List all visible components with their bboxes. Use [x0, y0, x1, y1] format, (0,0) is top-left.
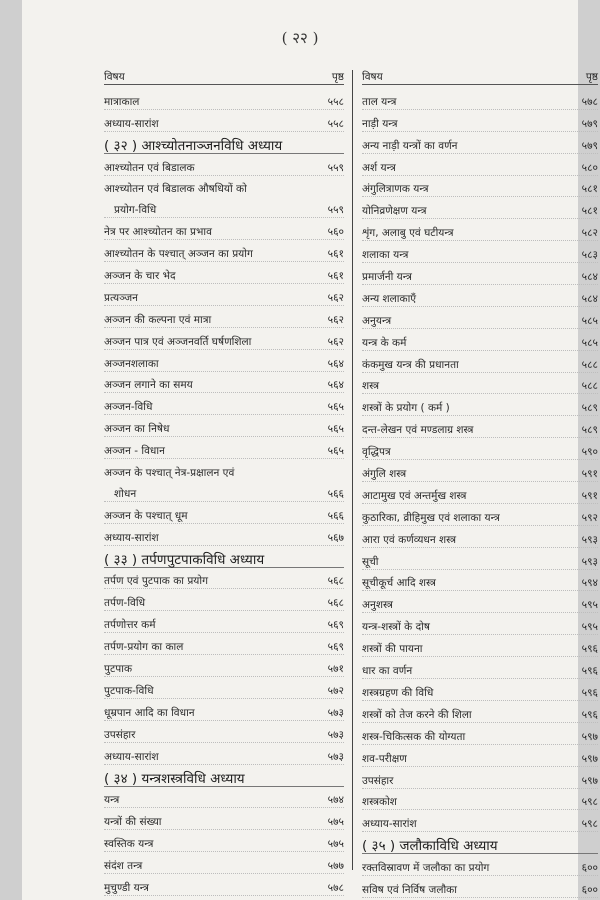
contents-entry	[104, 218, 344, 240]
entry-page-number: ५६९	[327, 619, 344, 632]
entry-title: शृंग, अलाबु एवं घटीयन्त्र	[362, 227, 454, 240]
chapter-title: ( ३२ ) आश्च्योतनाञ्जनविधि अध्याय	[104, 137, 283, 154]
contents-column-right	[362, 66, 598, 898]
contents-entry	[104, 176, 344, 197]
entry-title: कुठारिका, व्रीहिमुख एवं शलाका यन्त्र	[362, 511, 500, 524]
contents-entry	[104, 787, 344, 809]
contents-entry	[104, 240, 344, 262]
contents-entry	[362, 110, 598, 132]
entry-page-number: ५५८	[327, 117, 344, 130]
entry-page-number: ५७३	[327, 728, 344, 741]
entry-title: ताल यन्त्र	[362, 95, 397, 108]
entry-page-number: ५९०	[581, 446, 598, 459]
contents-entry	[362, 679, 598, 701]
entry-title: अञ्जन के पश्चात् धूम	[104, 509, 188, 522]
contents-entry	[362, 263, 598, 285]
entry-title: अञ्जन की कल्पना एवं मात्रा	[104, 313, 212, 326]
contents-entry	[362, 285, 598, 307]
entry-page-number: ५५८	[327, 95, 344, 108]
entry-title: अंगुलि शस्त्र	[362, 468, 407, 481]
entry-page-number: ५६४	[327, 379, 344, 392]
chapter-title: ( ३५ ) जलौकाविधि अध्याय	[362, 838, 498, 855]
entry-title: धार का वर्णन	[362, 665, 413, 678]
entry-page-number: ५८९	[581, 402, 598, 415]
entry-title: शस्त्रों की पायना	[362, 643, 423, 656]
entry-page-number: ५८१	[581, 205, 598, 218]
entry-title: अर्श यन्त्र	[362, 161, 396, 174]
contents-list-right	[362, 88, 598, 898]
contents-entry	[104, 88, 344, 110]
entry-title: अन्य शलाकाएँ	[362, 292, 417, 305]
contents-entry	[362, 307, 598, 329]
entry-page-number: ५८३	[581, 249, 598, 262]
entry-title: प्रत्यञ्जन	[104, 291, 138, 304]
entry-title: आटामुख एवं अन्तर्मुख शस्त्र	[362, 489, 467, 502]
entry-title: अंगुलित्राणक यन्त्र	[362, 183, 429, 196]
entry-page-number: ५६५	[327, 401, 344, 414]
entry-title: अञ्जनशलाका	[104, 357, 159, 370]
entry-page-number: ५९५	[581, 599, 598, 612]
entry-title: अञ्जन के पश्चात् नेत्र-प्रक्षालन एवं	[104, 467, 235, 480]
entry-title: उपसंहार	[362, 774, 394, 787]
entry-page-number: ५५९	[327, 161, 344, 174]
entry-title: शस्त्रकोश	[362, 796, 397, 809]
contents-entry	[362, 504, 598, 526]
contents-list-left	[104, 88, 344, 896]
entry-page-number: ५९७	[581, 774, 598, 787]
contents-entry	[104, 677, 344, 699]
contents-entry	[362, 438, 598, 460]
entry-title: अनुयन्त्र	[362, 314, 392, 327]
subject-header: विषय	[104, 71, 125, 83]
entry-title: पुटपाक	[104, 663, 133, 676]
entry-page-number: ५७२	[327, 684, 344, 697]
entry-title: प्रमार्जनी यन्त्र	[362, 271, 412, 284]
entry-title: अञ्जन का निषेध	[104, 423, 170, 436]
entry-page-number: ५९५	[581, 621, 598, 634]
contents-entry	[104, 154, 344, 176]
entry-page-number: ५९१	[581, 468, 598, 481]
entry-title: दन्त-लेखन एवं मण्डलाग्र शस्त्र	[362, 424, 474, 437]
entry-title: उपसंहार	[104, 728, 136, 741]
contents-entry	[362, 548, 598, 570]
entry-title: धूम्रपान आदि का विधान	[104, 706, 195, 719]
entry-page-number: ५९८	[581, 818, 598, 831]
contents-entry	[104, 110, 344, 132]
entry-page-number: ५८५	[581, 314, 598, 327]
entry-page-number: ५७४	[327, 794, 344, 807]
contents-entry	[362, 373, 598, 395]
entry-page-number: ५८४	[581, 271, 598, 284]
entry-page-number: ५९१	[581, 489, 598, 502]
contents-entry	[362, 460, 598, 482]
entry-page-number: ५६६	[327, 487, 344, 500]
entry-title: अञ्जन पात्र एवं अञ्जनवर्ति घर्षणशिला	[104, 335, 252, 348]
page-number: ( २२ )	[281, 29, 319, 47]
entry-page-number: ५९६	[581, 686, 598, 699]
entry-page-number: ५७९	[581, 139, 598, 152]
entry-title: स्वस्तिक यन्त्र	[104, 838, 154, 851]
contents-entry	[362, 351, 598, 373]
entry-page-number: ६००	[581, 883, 598, 896]
entry-page-number: ५६९	[327, 641, 344, 654]
entry-page-number: ५६७	[327, 531, 344, 544]
entry-page-number: ५६४	[327, 357, 344, 370]
column-header	[104, 66, 344, 85]
contents-entry	[104, 699, 344, 721]
contents-entry	[362, 197, 598, 219]
entry-title: नेत्र पर आश्च्योतन का प्रभाव	[104, 226, 212, 239]
contents-entry	[104, 393, 344, 415]
entry-title: यन्त्र के कर्म	[362, 336, 407, 349]
entry-page-number: ५५९	[327, 204, 344, 217]
entry-title: शस्त्र-चिकित्सक की योग्यता	[362, 730, 466, 743]
entry-title: शस्त्र	[362, 380, 380, 393]
entry-title: सविष एवं निर्विष जलौका	[362, 883, 457, 896]
entry-page-number: ५६८	[327, 575, 344, 588]
entry-page-number: ५९७	[581, 752, 598, 765]
contents-entry	[362, 241, 598, 263]
contents-entry	[104, 524, 344, 546]
entry-page-number: ५८८	[581, 358, 598, 371]
entry-title: अन्य नाड़ी यन्त्रों का वर्णन	[362, 139, 458, 152]
contents-entry	[104, 568, 344, 590]
contents-entry	[104, 721, 344, 743]
entry-title: तर्पण-विधि	[104, 597, 146, 610]
chapter-heading	[104, 132, 344, 154]
entry-page-number: ५८५	[581, 336, 598, 349]
entry-page-number: ५६१	[327, 248, 344, 261]
contents-entry	[104, 480, 344, 502]
contents-entry	[362, 635, 598, 657]
entry-page-number: ५७५	[327, 816, 344, 829]
contents-entry	[362, 570, 598, 592]
book-page	[22, 0, 598, 900]
contents-entry	[362, 789, 598, 811]
entry-title: प्रयोग-विधि	[114, 204, 157, 217]
page-header: पृष्ठ	[331, 71, 344, 83]
contents-entry	[362, 482, 598, 504]
contents-entry	[104, 655, 344, 677]
entry-page-number: ५७१	[327, 663, 344, 676]
entry-page-number: ५७५	[327, 838, 344, 851]
entry-title: आश्च्योतन के पश्चात् अञ्जन का प्रयोग	[104, 248, 253, 261]
contents-entry	[362, 394, 598, 416]
entry-title: अञ्जन-विधि	[104, 401, 153, 414]
contents-entry	[104, 415, 344, 437]
chapter-heading	[362, 832, 598, 854]
entry-page-number: ५७८	[581, 95, 598, 108]
entry-title: संदंश तन्त्र	[104, 860, 143, 873]
entry-page-number: ५६०	[327, 226, 344, 239]
entry-page-number: ५९७	[581, 730, 598, 743]
entry-page-number: ५९६	[581, 665, 598, 678]
contents-entry	[104, 262, 344, 284]
contents-entry	[362, 701, 598, 723]
contents-entry	[104, 830, 344, 852]
entry-title: तर्पणोत्तर कर्म	[104, 619, 156, 632]
entry-page-number: ५६८	[327, 597, 344, 610]
contents-entry	[362, 176, 598, 198]
entry-page-number: ५७३	[327, 706, 344, 719]
entry-title: अध्याय-सारांश	[362, 818, 417, 831]
contents-entry	[362, 329, 598, 351]
contents-column-left	[104, 66, 344, 896]
entry-title: शलाका यन्त्र	[362, 249, 409, 262]
entry-title: आश्च्योतन एवं बिडालक औषधियों को	[104, 183, 247, 196]
entry-title: नाड़ी यन्त्र	[362, 117, 398, 130]
contents-entry	[104, 350, 344, 372]
entry-page-number: ५६१	[327, 270, 344, 283]
entry-title: अञ्जन के चार भेद	[104, 270, 176, 283]
entry-page-number: ५७३	[327, 750, 344, 763]
entry-title: यन्त्र-शस्त्रों के दोष	[362, 621, 430, 634]
chapter-title: ( ३३ ) तर्पणपुटपाकविधि अध्याय	[104, 551, 265, 568]
page-header: पृष्ठ	[585, 71, 598, 83]
contents-entry	[362, 854, 598, 876]
contents-entry	[104, 808, 344, 830]
entry-page-number: ५८४	[581, 292, 598, 305]
entry-title: पुटपाक-विधि	[104, 684, 154, 697]
entry-page-number: ५९३	[581, 555, 598, 568]
contents-entry	[104, 852, 344, 874]
contents-entry	[362, 416, 598, 438]
entry-page-number: ५६२	[327, 291, 344, 304]
chapter-heading	[104, 546, 344, 568]
entry-page-number: ५६२	[327, 335, 344, 348]
entry-page-number: ५७७	[327, 860, 344, 873]
contents-entry	[362, 154, 598, 176]
contents-entry	[104, 633, 344, 655]
entry-page-number: ५७८	[327, 881, 344, 894]
contents-entry	[362, 613, 598, 635]
contents-entry	[104, 372, 344, 394]
entry-title: मात्राकाल	[104, 95, 140, 108]
chapter-title: ( ३४ ) यन्त्रशस्त्रविधि अध्याय	[104, 770, 245, 787]
entry-title: अञ्जन लगाने का समय	[104, 379, 193, 392]
contents-entry	[104, 589, 344, 611]
entry-title: अध्याय-सारांश	[104, 117, 159, 130]
entry-page-number: ५९६	[581, 708, 598, 721]
column-header	[362, 66, 598, 85]
entry-title: आश्च्योतन एवं बिडालक	[104, 161, 195, 174]
entry-page-number: ५८०	[581, 161, 598, 174]
entry-page-number: ५६५	[327, 445, 344, 458]
entry-page-number: ५९३	[581, 533, 598, 546]
contents-entry	[362, 526, 598, 548]
entry-title: शस्त्रग्रहण की विधि	[362, 686, 434, 699]
contents-entry	[104, 743, 344, 765]
column-divider	[352, 70, 353, 870]
entry-title: वृद्धिपत्र	[362, 446, 391, 459]
entry-title: आरा एवं कर्णव्यधन शस्त्र	[362, 533, 457, 546]
contents-entry	[362, 88, 598, 110]
contents-entry	[362, 810, 598, 832]
chapter-heading	[104, 765, 344, 787]
entry-title: मुचुण्डी यन्त्र	[104, 881, 149, 894]
entry-title: यन्त्रों की संख्या	[104, 816, 162, 829]
entry-title: अध्याय-सारांश	[104, 750, 159, 763]
entry-page-number: ५८९	[581, 424, 598, 437]
entry-page-number: ५८१	[581, 183, 598, 196]
entry-title: शोधन	[114, 487, 137, 500]
entry-title: शव-परीक्षण	[362, 752, 407, 765]
entry-page-number: ५६६	[327, 509, 344, 522]
contents-entry	[104, 196, 344, 218]
entry-title: शस्त्रों के प्रयोग ( कर्म )	[362, 402, 450, 415]
contents-entry	[362, 657, 598, 679]
entry-title: सूचीकूर्च आदि शस्त्र	[362, 577, 436, 590]
contents-entry	[362, 219, 598, 241]
entry-title: अञ्जन - विधान	[104, 445, 165, 458]
subject-header: विषय	[362, 71, 383, 83]
entry-page-number: ६००	[581, 862, 598, 875]
contents-entry	[104, 306, 344, 328]
entry-title: कंकमुख यन्त्र की प्रधानता	[362, 358, 459, 371]
entry-title: सूची	[362, 555, 379, 568]
entry-page-number: ५९४	[581, 577, 598, 590]
contents-entry	[104, 284, 344, 306]
entry-title: रक्तविस्रावण में जलौका का प्रयोग	[362, 862, 490, 875]
contents-entry	[104, 611, 344, 633]
contents-entry	[362, 767, 598, 789]
entry-title: तर्पण एवं पुटपाक का प्रयोग	[104, 575, 209, 588]
entry-title: अनुशस्त्र	[362, 599, 393, 612]
entry-title: शस्त्रों को तेज करने की शिला	[362, 708, 472, 721]
contents-entry	[362, 876, 598, 898]
entry-title: अध्याय-सारांश	[104, 531, 159, 544]
entry-page-number: ५६५	[327, 423, 344, 436]
contents-entry	[104, 437, 344, 459]
contents-entry	[104, 874, 344, 896]
entry-page-number: ५८२	[581, 227, 598, 240]
entry-page-number: ५७९	[581, 117, 598, 130]
contents-entry	[104, 502, 344, 524]
entry-page-number: ५९२	[581, 511, 598, 524]
entry-title: यन्त्र	[104, 794, 120, 807]
contents-entry	[362, 723, 598, 745]
contents-entry	[362, 132, 598, 154]
entry-page-number: ५६२	[327, 313, 344, 326]
contents-entry	[104, 459, 344, 480]
contents-entry	[362, 591, 598, 613]
entry-title: योनिव्रणेक्षण यन्त्र	[362, 205, 427, 218]
entry-title: तर्पण-प्रयोग का काल	[104, 641, 184, 654]
entry-page-number: ५९६	[581, 643, 598, 656]
contents-entry	[104, 328, 344, 350]
contents-entry	[362, 745, 598, 767]
entry-page-number: ५८८	[581, 380, 598, 393]
entry-page-number: ५९८	[581, 796, 598, 809]
